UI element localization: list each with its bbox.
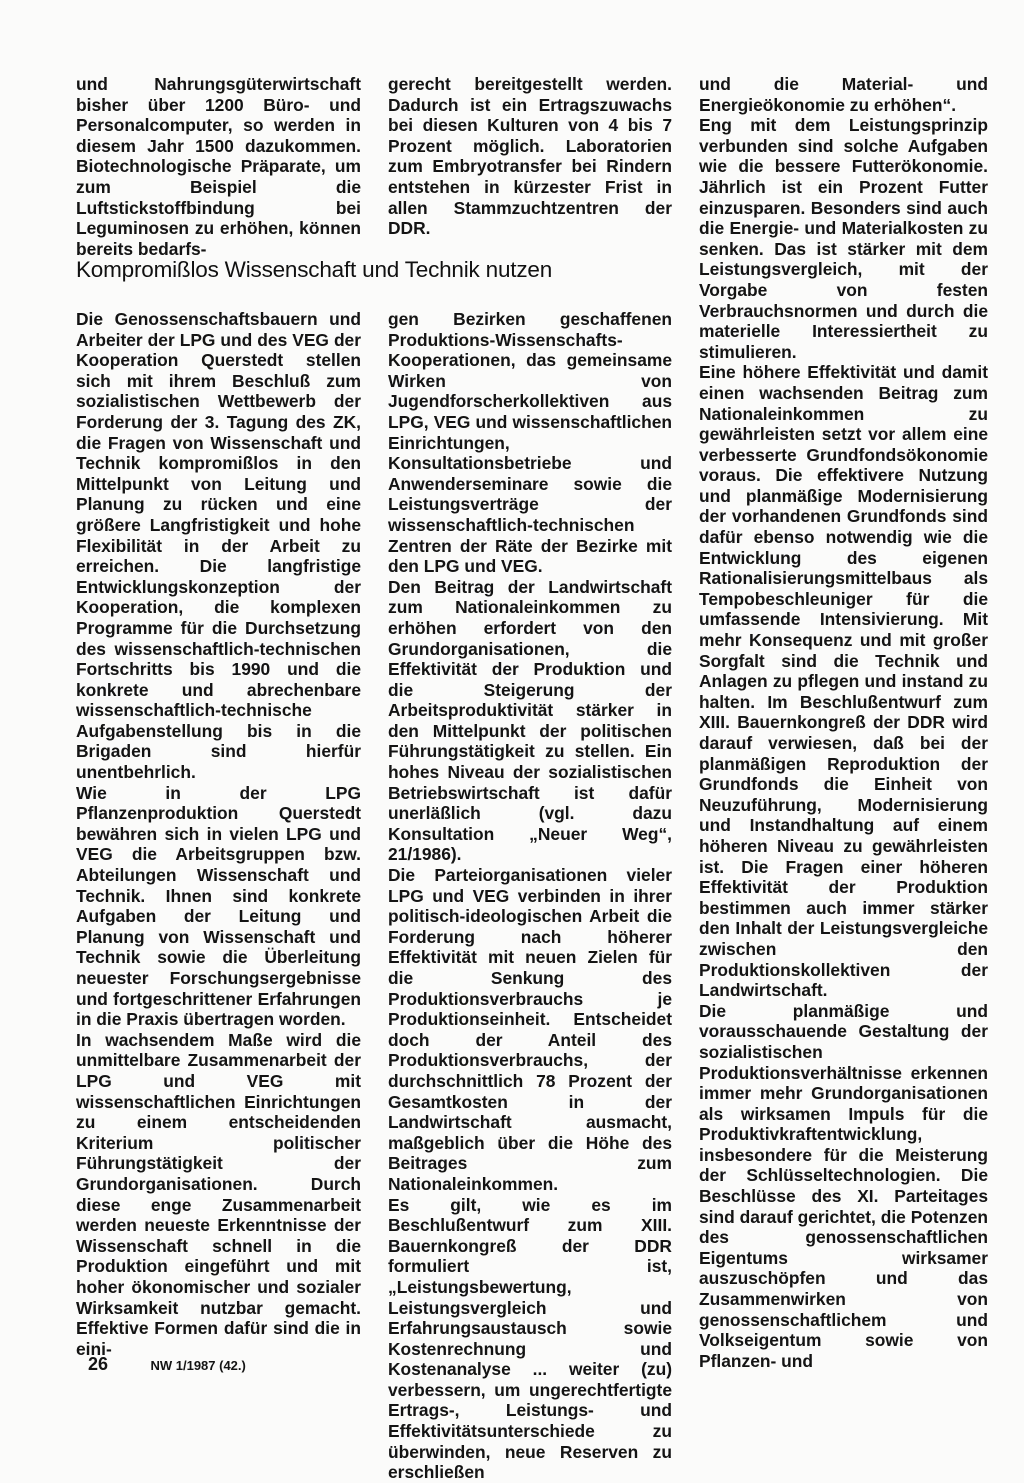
paragraph: Die Parteiorganisationen vieler LPG und VEG verbinden in ihrer politisch-ideologischen Arbeit die Forderung nach höherer Effektivität mit neuen Zielen für die Senkung des Produktionsverbrauchs je Produktionseinheit. Entscheidet doch der Anteil des Produktionsverbrauchs, der durchschnittlich 78 Prozent der Gesamtkosten in der Landwirtschaft ausmacht, maßgeblich über die Höhe des Beitrages zum Nationaleinkommen. xyxy=(388,865,672,1194)
paragraph: und die Material- und Energieökonomie zu erhöhen“. xyxy=(699,74,988,115)
paragraph: gerecht bereitgestellt werden. Dadurch ist ein Ertragszuwachs bei diesen Kulturen von 4 bis 7 Prozent möglich. Laboratorien zum Embryotransfer bei Rindern entstehen in kürzester Frist in allen Stammzuchtzentren der DDR. xyxy=(388,74,672,239)
page-number: 26 xyxy=(88,1354,109,1374)
paragraph: Eine höhere Effektivität und damit einen wachsenden Beitrag zum Nationaleinkommen zu gewährleisten setzt vor allem eine verbesserte Grundfondsökonomie voraus. Die effektivere Nutzung und planmäßige Modernisierung der vorhandenen Grundfonds sind dafür ebenso notwendig wie die Entwicklung des eigenen Rationalisierungsmittelbaus als Tempobeschleuniger für die umfassende Intensivierung. Mit mehr Konsequenz und mit großer Sorgfalt sind die Technik und Anlagen zu pflegen und instand zu halten. Im Beschlußentwurf zum XIII. Bauernkongreß der DDR wird darauf verwiesen, daß bei der planmäßigen Reproduktion der Grundfonds die Einheit von Neuzuführung, Modernisierung und Instandhaltung auf einem höheren Niveau zu gewährleisten ist. Die Fragen einer höheren Effektivität der Produktion bestimmen auch immer stärker den Inhalt der Leistungsvergleiche zwischen den Produktionskollektiven der Landwirtschaft. xyxy=(699,362,988,1001)
paragraph: Wie in der LPG Pflanzenproduktion Querstedt bewähren sich in vielen LPG und VEG die Arbeitsgruppen bzw. Abteilungen Wissenschaft und Technik. Ihnen sind konkrete Aufgaben der Leitung und Planung von Wissenschaft und Technik sowie die Überleitung neuester Forschungsergebnisse und fortgeschrittener Erfahrungen in die Praxis übertragen worden. xyxy=(76,782,361,1030)
paragraph: Die Genossenschaftsbauern und Arbeiter der LPG und des VEG der Kooperation Querstedt stellen sich mit ihrem Beschluß zum sozialistischen Wettbewerb der Forderung der 3. Tagung des ZK, die Fragen von Wissenschaft und Technik kompromißlos in den Mittelpunkt von Leitung und Planung zu rücken und eine größere Langfristigkeit und hohe Flexibilität in der Arbeit zu erreichen. Die langfristige Entwicklungskonzeption der Kooperation, die komplexen Programme für die Durchsetzung des wissenschaftlich-technischen Fortschritts bis 1990 und die konkrete und abrechenbare wissenschaftlich-technische Aufgabenstellung bis in die Brigaden sind hierfür unentbehrlich. xyxy=(76,309,361,783)
paragraph: Den Beitrag der Landwirtschaft zum Nationaleinkommen zu erhöhen erfordert von den Grundorganisationen, die Effektivität der Produktion und die Steigerung der Arbeitsproduktivität stärker in den Mittelpunkt der politischen Führungstätigkeit zu stellen. Ein hohes Niveau der sozialistischen Betriebswirtschaft ist dafür unerläßlich (vgl. dazu Konsultation „Neuer Weg“, 21/1986). xyxy=(388,576,672,865)
issue-reference: NW 1/1987 (42.) xyxy=(150,1358,246,1373)
page-footer xyxy=(88,1354,246,1375)
column-1-main xyxy=(76,309,361,1359)
paragraph: Die planmäßige und vorausschauende Gestaltung der sozialistischen Produktionsverhältnisse erkennen immer mehr Grundorganisationen als wirksamen Impuls für die Produktivkraftentwicklung, insbesondere für die Meisterung der Schlüsseltechnologien. Die Beschlüsse des XI. Parteitages sind darauf gerichtet, die Potenzen des genossenschaftlichen Eigentums wirksamer auszuschöpfen und das Zusammenwirken von genossenschaftlichem und Volkseigentum sowie von Pflanzen- und xyxy=(699,1000,988,1371)
column-1-top xyxy=(76,74,361,259)
paragraph: Es gilt, wie es im Beschlußentwurf zum XIII. Bauernkongreß der DDR formuliert ist, „Leistungsbewertung, Leistungsvergleich und Erfahrungsaustausch sowie Kostenrechnung und Kostenanalyse ... weiter (zu) verbessern, um ungerechtfertigte Ertrags-, Leistungs- und Effektivitätsunterschiede zu überwinden, neue Reserven zu erschließen xyxy=(388,1194,672,1483)
column-2-main xyxy=(388,309,672,1483)
column-3 xyxy=(699,74,988,1371)
paragraph: und Nahrungsgüterwirtschaft bisher über 1200 Büro- und Personalcomputer, so werden in diesem Jahr 1500 dazukommen. Biotechnologische Präparate, um zum Beispiel die Luftstickstoffbindung bei Leguminosen zu erhöhen, können bereits bedarfs- xyxy=(76,74,361,259)
article-headline: Kompromißlos Wissenschaft und Technik nutzen xyxy=(76,257,553,282)
column-2-top xyxy=(388,74,672,239)
paragraph: In wachsendem Maße wird die unmittelbare Zusammenarbeit der LPG und VEG mit wissenschaftlichen Einrichtungen zu einem entscheidenden Kriterium politischer Führungstätigkeit der Grundorganisationen. Durch diese enge Zusammenarbeit werden neueste Erkenntnisse der Wissenschaft schnell in die Produktion eingeführt und mit hoher ökonomischer und sozialer Wirksamkeit nutzbar gemacht. Effektive Formen dafür sind die in eini- xyxy=(76,1029,361,1359)
paragraph: Eng mit dem Leistungsprinzip verbunden sind solche Aufgaben wie die bessere Futterökonomie. Jährlich ist ein Prozent Futter einzusparen. Besonders sind auch die Energie- und Materialkosten zu senken. Das ist stärker mit dem Leistungsvergleich, mit der Vorgabe von festen Verbrauchsnormen und durch die materielle Interessiertheit zu stimulieren. xyxy=(699,115,988,362)
paragraph: gen Bezirken geschaffenen Produktions-Wissenschafts-Kooperationen, das gemeinsame Wirken von Jugendforscherkollektiven aus LPG, VEG und wissenschaftlichen Einrichtungen, Konsultationsbetriebe und Anwenderseminare sowie die Leistungsverträge der wissenschaftlich-technischen Zentren der Räte der Bezirke mit den LPG und VEG. xyxy=(388,309,672,577)
